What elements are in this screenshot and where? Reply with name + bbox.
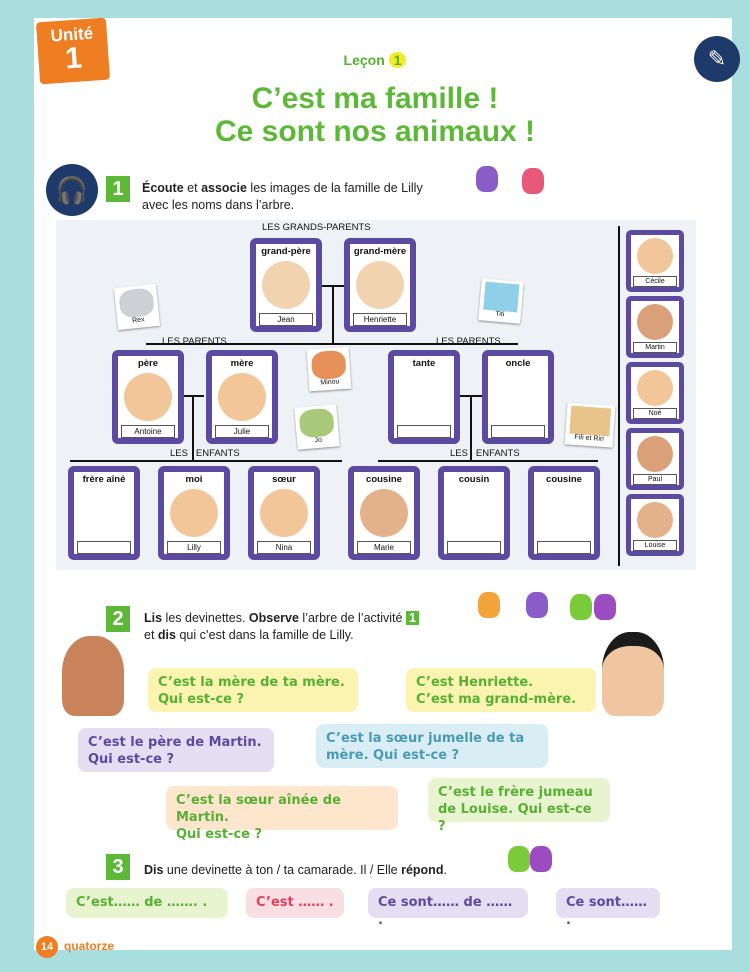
verb-repond: répond <box>401 863 444 877</box>
side-card-paul[interactable] <box>626 428 684 490</box>
frame-title: mère <box>230 358 254 369</box>
cat-icon <box>311 350 347 380</box>
pet-card-titi[interactable] <box>478 278 524 324</box>
verb-dis-3: Dis <box>144 863 164 877</box>
side-card-martin[interactable] <box>626 296 684 358</box>
tree-divider <box>618 226 620 566</box>
bubble-older-sister <box>166 786 398 842</box>
name-box[interactable]: Marie <box>357 541 411 554</box>
verb-dis: dis <box>157 628 176 642</box>
bubble-mother-of-mother <box>148 668 358 712</box>
instr-rest-1: les images de la famille de Lilly <box>246 181 423 195</box>
bubble-line: Qui est-ce ? <box>88 752 175 767</box>
frame-title: grand-mère <box>353 246 407 257</box>
unit-number: 1 <box>64 41 83 76</box>
page-title <box>150 82 600 148</box>
activity-3-number: 3 <box>106 854 130 880</box>
purple-mascot-icon <box>476 166 498 192</box>
frame-pere[interactable] <box>112 350 184 444</box>
name-box[interactable] <box>447 541 501 554</box>
frame-title: grand-père <box>261 246 311 257</box>
bubble-henriette-answer <box>406 668 596 712</box>
violet-mascot-icon <box>530 846 552 872</box>
empty-portrait <box>450 489 498 537</box>
side-name: Cécile <box>633 276 677 287</box>
activity-3-instruction <box>144 862 514 879</box>
empty-portrait <box>494 373 542 421</box>
frame-soeur[interactable] <box>248 466 320 560</box>
empty-portrait <box>540 489 588 537</box>
template-bubble-4: Ce sont…… . <box>556 888 660 918</box>
bubble-line: C’est le frère jumeau <box>438 785 593 800</box>
bubble-twin-sister <box>316 724 548 768</box>
children-label-right: LES ENFANTS <box>450 448 520 459</box>
bubble-father-of-martin <box>78 728 274 772</box>
page-border-right <box>732 0 750 972</box>
bubble-line: C’est la sœur jumelle de ta <box>326 731 525 746</box>
green-mascot-icon <box>570 594 592 620</box>
father-portrait <box>124 373 172 421</box>
instr-3-t1: une devinette à ton / ta camarade. Il / Elle <box>163 863 402 877</box>
noe-portrait <box>637 370 673 406</box>
turtle-icon <box>298 408 334 439</box>
unit-tab <box>36 18 110 85</box>
name-box[interactable] <box>77 541 131 554</box>
frame-grand-mere[interactable] <box>344 238 416 332</box>
cecile-portrait <box>637 238 673 274</box>
bubble-twin-brother <box>428 778 610 834</box>
pet-name: Fifi et Riri <box>574 433 605 443</box>
name-box[interactable]: Nina <box>257 541 311 554</box>
page-border-top <box>0 0 750 18</box>
frame-title: oncle <box>505 358 531 369</box>
activity-2-instruction <box>144 610 484 644</box>
side-name: Noé <box>633 408 677 419</box>
bubble-line: mère. Qui est-ce ? <box>326 748 460 763</box>
parents-label-right: LES PARENTS <box>436 336 501 347</box>
instr-2-t1: les devinettes. <box>162 611 249 625</box>
template-bubble-2: C’est …… . <box>246 888 344 918</box>
bubble-line: C’est la mère de ta mère. <box>158 675 345 690</box>
children-label-left: LES ENFANTS <box>170 448 240 459</box>
name-box[interactable]: Julie <box>215 425 269 438</box>
dog-icon <box>118 287 155 318</box>
activity-1-number: 1 <box>106 176 130 202</box>
pet-name: Rex <box>131 316 145 325</box>
frame-title: tante <box>412 358 436 369</box>
frame-mere[interactable] <box>206 350 278 444</box>
paul-portrait <box>637 436 673 472</box>
pet-name: Jo <box>314 436 323 445</box>
frame-title: sœur <box>272 474 296 485</box>
instr-2-t3: qui c’est dans la famille de Lilly. <box>175 628 354 642</box>
frame-title: cousine <box>546 474 582 485</box>
pet-name: Titi <box>494 310 505 319</box>
instr-2-t2: l’arbre de l’activité <box>298 611 406 625</box>
lilly-portrait <box>170 489 218 537</box>
marie-portrait <box>360 489 408 537</box>
name-box[interactable]: Henriette <box>353 313 407 326</box>
lesson-word: Leçon <box>343 52 385 68</box>
bird-icon <box>483 282 519 313</box>
lesson-label <box>330 52 420 68</box>
side-name: Paul <box>633 474 677 485</box>
verb-associe: associe <box>201 181 247 195</box>
empty-portrait <box>400 373 448 421</box>
nina-portrait <box>260 489 308 537</box>
instr-rest-2: avec les noms dans l’arbre. <box>142 198 295 212</box>
lilly-character <box>602 632 664 716</box>
tree-line <box>332 285 334 345</box>
side-card-louise[interactable] <box>626 494 684 556</box>
boy-character <box>62 636 124 716</box>
violet-mascot-icon <box>594 594 616 620</box>
pet-card-rex[interactable] <box>114 284 160 330</box>
green-mascot-icon <box>508 846 530 872</box>
template-bubble-3: Ce sont…… de …… . <box>368 888 528 918</box>
name-box[interactable]: Antoine <box>121 425 175 438</box>
instr-3-t2: . <box>443 863 447 877</box>
frame-title: moi <box>185 474 203 485</box>
instr-2-et: et <box>144 628 158 642</box>
frame-grand-pere[interactable] <box>250 238 322 332</box>
lesson-number: 1 <box>389 52 407 68</box>
frame-title: cousin <box>458 474 490 485</box>
frame-frere-aine[interactable] <box>68 466 140 560</box>
side-name: Martin <box>633 342 677 353</box>
frame-cousine[interactable] <box>348 466 420 560</box>
verb-ecoute: Écoute <box>142 181 184 195</box>
bubble-line: Qui est-ce ? <box>158 692 245 707</box>
pet-card-jo[interactable] <box>294 404 340 450</box>
empty-portrait <box>80 489 128 537</box>
grandparents-label: LES GRANDS-PARENTS <box>262 222 371 233</box>
page-border-bottom <box>0 950 750 972</box>
grandmother-portrait <box>356 261 404 309</box>
grandfather-portrait <box>262 261 310 309</box>
title-line-1: C’est ma famille ! <box>251 82 499 115</box>
bubble-line: Qui est-ce ? <box>176 827 263 842</box>
pet-name: Minou <box>320 378 340 387</box>
martin-portrait <box>637 304 673 340</box>
name-box[interactable] <box>491 425 545 438</box>
unit-label: Unité <box>49 23 94 46</box>
bubble-line: C’est la sœur aînée de Martin. <box>176 793 341 825</box>
side-name: Louise <box>633 540 677 551</box>
frame-cousin[interactable] <box>438 466 510 560</box>
page-number-word: quatorze <box>64 939 115 953</box>
instr-and: et <box>183 181 202 195</box>
page-border-left <box>0 0 34 972</box>
frame-title: père <box>137 358 159 369</box>
bubble-line: C’est Henriette. <box>416 675 534 690</box>
louise-portrait <box>637 502 673 538</box>
activity-ref: 1 <box>406 611 419 625</box>
name-box[interactable] <box>537 541 591 554</box>
activity-1-instruction <box>142 180 472 214</box>
verb-observe: Observe <box>248 611 299 625</box>
name-box[interactable]: Lilly <box>167 541 221 554</box>
pet-card-minou[interactable] <box>307 347 352 392</box>
tree-line <box>378 460 598 462</box>
frame-title: frère aîné <box>82 474 126 485</box>
frame-title: cousine <box>366 474 402 485</box>
verb-lis: Lis <box>144 611 163 625</box>
frame-tante[interactable] <box>388 350 460 444</box>
pet-card-fifi-riri[interactable] <box>565 402 616 447</box>
name-box[interactable]: Jean <box>259 313 313 326</box>
side-card-noe[interactable] <box>626 362 684 424</box>
frame-moi[interactable] <box>158 466 230 560</box>
template-bubble-1: C’est…… de ……. . <box>66 888 228 918</box>
notebook-icon: ✎ <box>694 36 740 82</box>
hamsters-icon <box>569 406 611 437</box>
tree-line <box>70 460 342 462</box>
name-box[interactable] <box>397 425 451 438</box>
purple-mascot-icon <box>526 592 548 618</box>
frame-cousine-2[interactable] <box>528 466 600 560</box>
mother-portrait <box>218 373 266 421</box>
side-card-cecile[interactable] <box>626 230 684 292</box>
title-line-2: Ce sont nos animaux ! <box>214 115 536 148</box>
orange-mascot-icon <box>478 592 500 618</box>
bubble-line: C’est ma grand-mère. <box>416 692 577 707</box>
frame-oncle[interactable] <box>482 350 554 444</box>
bubble-line: de Louise. Qui est-ce ? <box>438 802 592 834</box>
page-number: 14 <box>36 936 58 958</box>
parents-label-left: LES PARENTS <box>162 336 227 347</box>
activity-2-number: 2 <box>106 606 130 632</box>
pink-mascot-icon <box>522 168 544 194</box>
headphones-icon[interactable]: 🎧 <box>46 164 98 216</box>
bubble-line: C’est le père de Martin. <box>88 735 262 750</box>
